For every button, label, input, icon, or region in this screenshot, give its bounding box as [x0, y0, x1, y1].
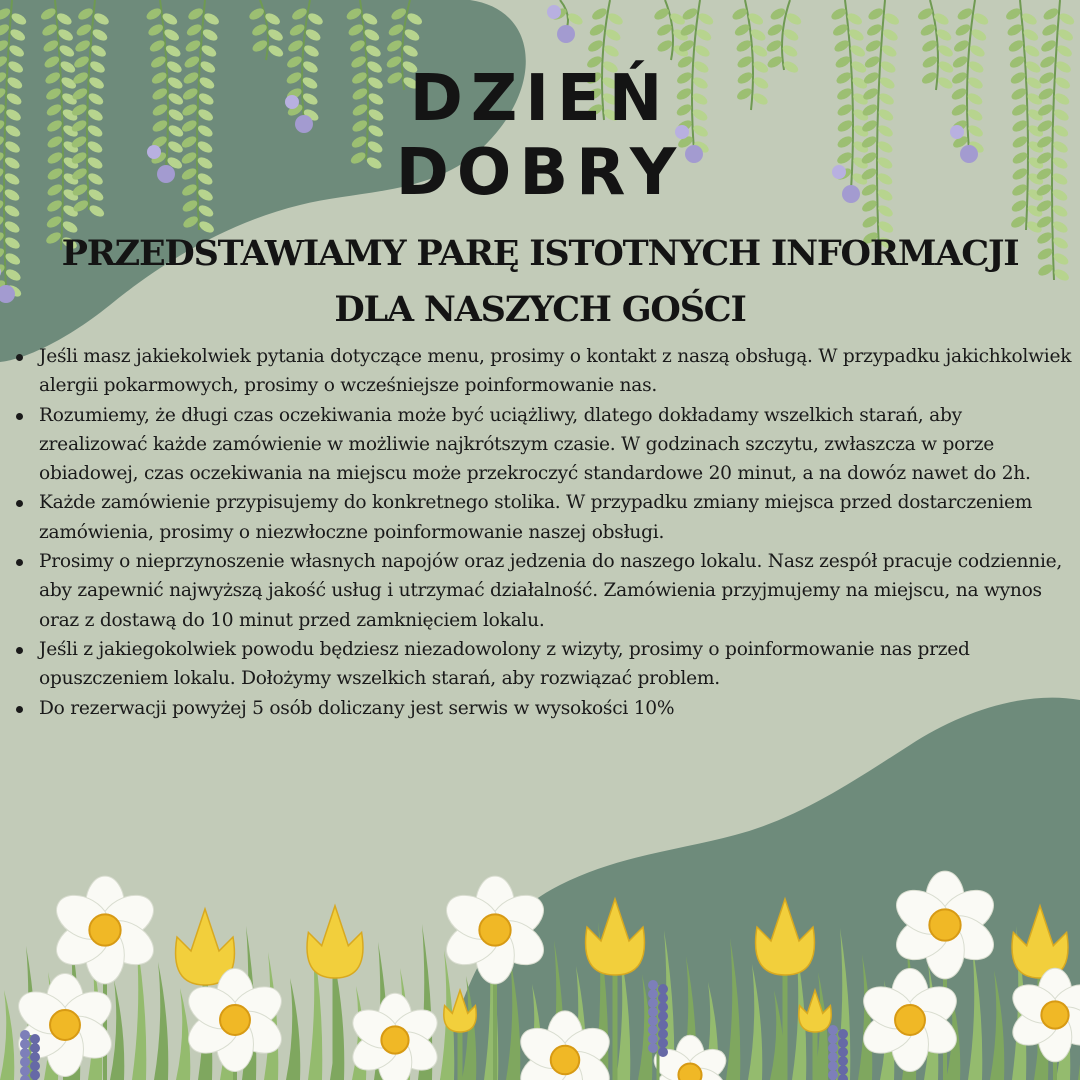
info-item-own-food: Prosimy o nieprzynoszenie własnych napojów oraz jedzenia do naszego lokalu. Nasz zespół pracuje codziennie, aby zapewnić najwyższą jakość usług i utrzymać działalność. Zamówienia przyjmujemy na miejscu, na wynos oraz z dostawą do 10 minut przed zamknięciem lokalu.: [12, 547, 1074, 635]
leaf: [154, 962, 168, 1080]
leaf: [286, 978, 300, 1080]
info-item-table-assignment: Każde zamówienie przypisujemy do konkretnego stolika. W przypadku zmiany miejsca przed dostarczeniem zamówienia, prosimy o niezwłoczne poinformowanie naszej obsługi.: [12, 488, 1074, 547]
leaf: [726, 938, 740, 1080]
leaf: [858, 954, 872, 1080]
hyacinth: [828, 1025, 848, 1080]
greeting-title-line2: DOBRY: [395, 136, 685, 210]
info-heading-line2: DLA NASZYCH GOŚCI: [334, 289, 746, 330]
leaf: [0, 990, 14, 1080]
leaf: [770, 990, 784, 1080]
info-item-waiting-time: Rozumiemy, że długi czas oczekiwania może być uciążliwy, dlatego dokładamy wszelkich starań, aby zrealizować każde zamówienie w możliwie najkrótszym czasie. W godzinach szczytu, zwłaszcza w porze obiadowej, czas oczekiwania na miejscu może przekroczyć standardowe 20 minut, a na dowóz nawet do 2h.: [12, 401, 1074, 489]
info-list: [12, 342, 1074, 723]
greeting-title: [380, 62, 700, 210]
leaf: [990, 970, 1004, 1080]
hyacinth: [20, 1030, 40, 1080]
info-item-menu-allergies: Jeśli masz jakiekolwiek pytania dotyczące menu, prosimy o kontakt z naszą obsługą. W przypadku jakichkolwiek alergii pokarmowych, prosimy o wcześniejsze poinformowanie nas.: [12, 342, 1074, 401]
daffodil: [856, 969, 964, 1080]
info-heading: [0, 226, 1080, 338]
info-heading-line1: PRZEDSTAWIAMY PARĘ ISTOTNYCH INFORMACJI: [61, 233, 1019, 274]
greeting-title-line1: DZIEŃ: [409, 62, 671, 136]
leaf: [110, 980, 124, 1080]
info-item-complaints: Jeśli z jakiegokolwiek powodu będziesz niezadowolony z wizyty, prosimy o poinformowanie nas przed opuszczeniem lokalu. Dołożymy wszelkich starań, aby rozwiązać problem.: [12, 635, 1074, 694]
leaf: [748, 964, 762, 1080]
leaf: [968, 944, 982, 1080]
info-item-service-charge: Do rezerwacji powyżej 5 osób doliczany jest serwis w wysokości 10%: [12, 694, 1074, 723]
